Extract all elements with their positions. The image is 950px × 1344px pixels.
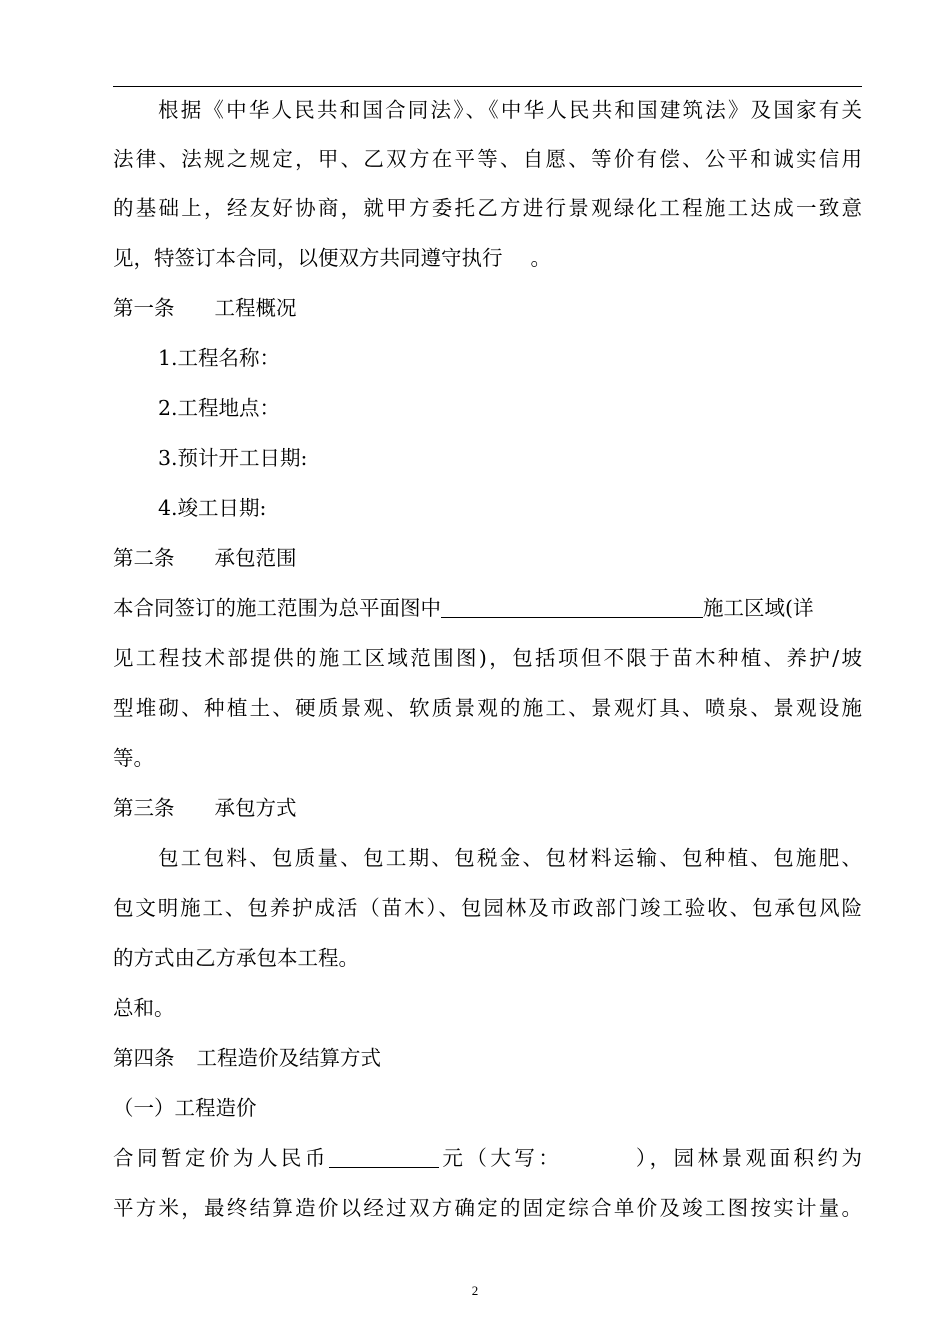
article-3-number: 第三条 xyxy=(113,796,175,820)
scope-line-1 xyxy=(113,590,814,626)
project-name-field: 1.工程名称： xyxy=(158,346,281,370)
scope-line-3: 型堆砌、种植土、硬质景观、软质景观的施工、景观灯具、喷泉、景观设施 xyxy=(113,696,862,720)
preamble-line-3: 的基础上，经友好协商，就甲方委托乙方进行景观绿化工程施工达成一致意 xyxy=(113,196,862,220)
price-amount-blank xyxy=(329,1140,439,1168)
article-1-heading xyxy=(113,290,297,326)
preamble-line-4 xyxy=(113,240,551,276)
article-2-number: 第二条 xyxy=(113,546,175,570)
article-2-title: 承包范围 xyxy=(214,546,297,570)
article-4-title: 工程造价及结算方式 xyxy=(196,1046,381,1070)
project-location-field: 2.工程地点： xyxy=(158,396,281,420)
method-line-1: 包工包料、包质量、包工期、包税金、包材料运输、包种植、包施肥、 xyxy=(158,846,862,870)
scope-line-2: 见工程技术部提供的施工区域范围图)，包括项但不限于苗木种植、养护/坡 xyxy=(113,646,862,670)
completion-date-field: 4.竣工日期: xyxy=(158,496,267,520)
method-line-3: 的方式由乙方承包本工程。 xyxy=(113,946,359,970)
scope-text-a: 本合同签订的施工范围为总平面图中 xyxy=(113,596,441,620)
article-3-heading xyxy=(113,790,297,826)
article-4-number: 第四条 xyxy=(113,1046,175,1070)
scope-line-4: 等。 xyxy=(113,746,154,770)
article-3-title: 承包方式 xyxy=(214,796,297,820)
price-line-2: 平方米，最终结算造价以经过双方确定的固定综合单价及竣工图按实计量。 xyxy=(113,1196,862,1220)
header-rule xyxy=(113,86,862,87)
price-text-a: 合同暂定价为人民币 xyxy=(113,1146,329,1170)
price-text-c: ），园林景观面积约为 xyxy=(632,1146,863,1170)
preamble-period: 。 xyxy=(530,246,551,270)
price-line-1 xyxy=(113,1140,862,1176)
method-line-2: 包文明施工、包养护成活（苗木）、包园林及市政部门竣工验收、包承包风险 xyxy=(113,896,862,920)
planned-start-date-field: 3.预计开工日期: xyxy=(158,446,308,470)
preamble-line-1: 根据《中华人民共和国合同法》、《中华人民共和国建筑法》及国家有关 xyxy=(158,98,862,122)
article-4-heading xyxy=(113,1040,381,1076)
preamble-line-4-text: 见，特签订本合同，以便双方共同遵守执行 xyxy=(113,246,503,270)
article-1-title: 工程概况 xyxy=(214,296,297,320)
article-2-heading xyxy=(113,540,297,576)
scope-area-blank xyxy=(441,590,703,618)
method-extra: 总和。 xyxy=(113,996,175,1020)
page-number: 2 xyxy=(471,1283,479,1298)
price-text-b: 元（大写： xyxy=(438,1146,563,1170)
scope-text-b: 施工区域(详 xyxy=(703,596,814,620)
article-1-number: 第一条 xyxy=(113,296,175,320)
subsection-project-cost: （一）工程造价 xyxy=(113,1096,257,1120)
preamble-line-2: 法律、法规之规定，甲、乙双方在平等、自愿、等价有偿、公平和诚实信用 xyxy=(113,147,862,171)
